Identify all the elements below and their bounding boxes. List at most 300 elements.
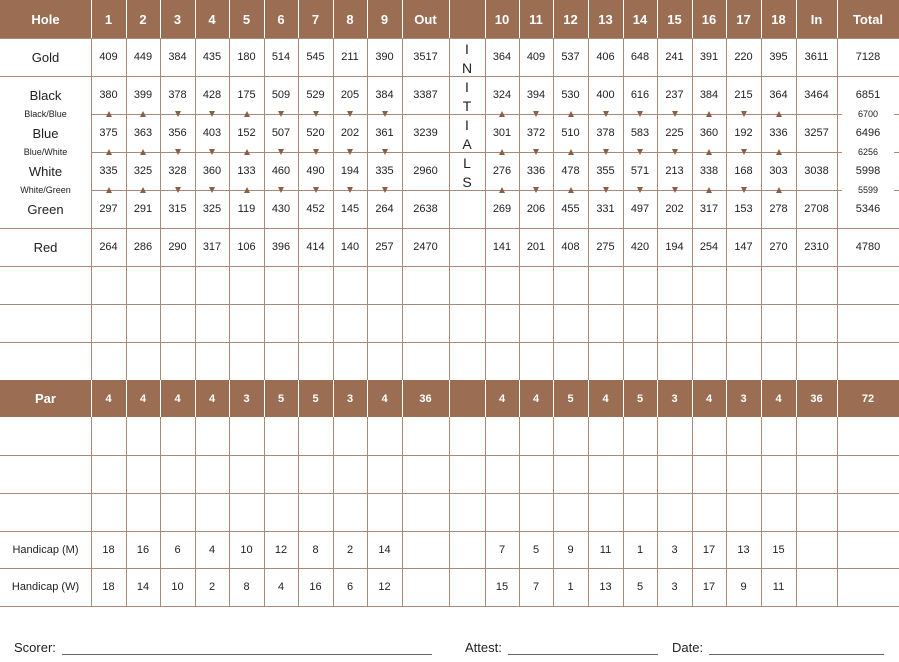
hole-number-header: 18: [771, 11, 786, 27]
triangle-up-icon: [776, 187, 782, 193]
yardage-cell: 211: [341, 51, 359, 63]
tee-name: White: [28, 163, 63, 179]
handicap-value: 11: [772, 581, 785, 593]
initials-letter: L: [463, 155, 471, 171]
in-header: In: [810, 11, 823, 27]
yardage-cell: 331: [596, 203, 615, 215]
tee-marker-down-icon: [195, 185, 229, 195]
yardage-cell: 372: [526, 127, 546, 139]
out-yardage: 3387: [413, 89, 438, 101]
yardage-cell: 364: [492, 51, 512, 63]
column-divider: [796, 417, 797, 606]
triangle-down-icon: [637, 111, 643, 117]
triangle-down-icon: [209, 111, 215, 117]
handicap-value: 4: [277, 581, 285, 593]
in-yardage: 2310: [804, 241, 829, 253]
hole-number-header: 8: [346, 11, 354, 27]
yardage-cell: 400: [596, 89, 615, 101]
tee-marker-down-icon: [298, 185, 333, 195]
hole-number-header: 11: [529, 11, 543, 27]
initials-letter: N: [461, 60, 473, 76]
yardage-cell: 452: [306, 203, 325, 215]
triangle-up-icon: [568, 187, 574, 193]
triangle-down-icon: [313, 187, 319, 193]
yardage-cell: 409: [526, 51, 546, 63]
yardage-cell: 201: [526, 241, 546, 253]
triangle-down-icon: [175, 111, 181, 117]
triangle-down-icon: [278, 187, 284, 193]
yardage-cell: 514: [271, 51, 291, 63]
tee-marker-down-icon: [298, 109, 333, 119]
tee-marker-down-icon: [657, 109, 692, 119]
yardage-cell: 324: [492, 89, 512, 101]
par-value: 5: [636, 392, 644, 405]
tee-marker-down-icon: [367, 147, 402, 157]
tee-marker-down-icon: [298, 147, 333, 157]
yardage-cell: 317: [202, 241, 222, 253]
handicap-value: 7: [498, 543, 506, 556]
handicap-value: 10: [240, 543, 253, 556]
triangle-up-icon: [140, 149, 146, 155]
triangle-down-icon: [533, 111, 539, 117]
triangle-up-icon: [568, 149, 574, 155]
yardage-cell: 325: [133, 165, 153, 177]
handicap-value: 2: [208, 581, 216, 593]
yardage-cell: 336: [526, 165, 546, 177]
yardage-cell: 583: [630, 127, 650, 139]
tee-marker-up-icon: [692, 109, 726, 119]
tee-marker-up-icon: [553, 109, 588, 119]
tee-marker-down-icon: [519, 109, 553, 119]
handicap-value: 16: [136, 543, 150, 556]
handicap-value: 3: [671, 543, 678, 556]
hole-number-header: 7: [311, 11, 320, 27]
yardage-cell: 303: [769, 165, 788, 177]
tee-marker-down-icon: [195, 109, 229, 119]
yardage-cell: 264: [99, 241, 118, 253]
yardage-cell: 355: [596, 165, 615, 177]
out-yardage: 2470: [413, 241, 438, 253]
par-out: 36: [419, 392, 432, 405]
date-entry-label: Date:: [672, 640, 704, 655]
handicap-value: 17: [702, 581, 716, 593]
initials-letter: A: [462, 136, 472, 152]
tee-marker-up-icon: [761, 147, 796, 157]
triangle-down-icon: [672, 187, 678, 193]
handicap-value: 8: [312, 543, 319, 556]
triangle-up-icon: [499, 111, 505, 117]
attest-signature-label: Attest:: [465, 640, 502, 655]
hole-header: Hole: [31, 11, 60, 27]
handicap-value: 18: [102, 543, 115, 556]
yardage-cell: 315: [168, 203, 187, 215]
out-yardage: 2960: [413, 165, 438, 177]
par-value: 4: [381, 392, 388, 405]
in-yardage: 2708: [804, 203, 829, 215]
attest-signature: [465, 640, 658, 655]
handicap-value: 5: [532, 543, 540, 556]
tee-marker-up-icon: [485, 147, 519, 157]
par-value: 3: [740, 392, 747, 405]
par-value: 4: [775, 392, 782, 405]
triangle-down-icon: [313, 111, 319, 117]
handicap-value: 8: [243, 581, 250, 593]
par-total: 72: [861, 392, 875, 405]
triangle-up-icon: [706, 149, 712, 155]
triangle-down-icon: [637, 187, 643, 193]
combo-tee-name: Blue/White: [0, 145, 91, 159]
tee-marker-down-icon: [623, 185, 657, 195]
yardage-cell: 616: [630, 89, 650, 101]
yardage-cell: 435: [202, 51, 222, 63]
tee-marker-down-icon: [588, 109, 623, 119]
triangle-down-icon: [533, 149, 539, 155]
total-yardage: 7128: [855, 51, 881, 63]
tee-marker-down-icon: [623, 147, 657, 157]
tee-name: Gold: [31, 49, 60, 65]
yardage-cell: 335: [99, 165, 118, 177]
yardage-cell: 390: [375, 51, 394, 63]
hole-number-header: 15: [667, 11, 682, 27]
tee-marker-down-icon: [264, 109, 298, 119]
triangle-down-icon: [278, 111, 284, 117]
yardage-cell: 449: [133, 51, 153, 63]
handicap-value: 10: [171, 581, 184, 593]
yardage-cell: 202: [665, 203, 684, 215]
tee-marker-down-icon: [588, 147, 623, 157]
handicap-label: Handicap (W): [11, 581, 80, 593]
triangle-down-icon: [347, 111, 353, 117]
tee-marker-down-icon: [367, 185, 402, 195]
yardage-cell: 545: [306, 51, 325, 63]
tee-marker-up-icon: [485, 109, 519, 119]
scorer-signature: [14, 640, 432, 655]
triangle-down-icon: [672, 111, 678, 117]
triangle-up-icon: [106, 149, 112, 155]
triangle-down-icon: [347, 187, 353, 193]
tee-marker-down-icon: [367, 109, 402, 119]
in-yardage: 3464: [804, 89, 829, 101]
initials-letter: T: [462, 98, 472, 114]
yardage-cell: 290: [168, 241, 187, 253]
yardage-cell: 225: [665, 127, 684, 139]
yardage-cell: 278: [769, 203, 788, 215]
par-value: 4: [532, 392, 540, 405]
handicap-label: Handicap (M): [12, 543, 79, 556]
yardage-cell: 430: [271, 203, 291, 215]
handicap-value: 5: [636, 581, 644, 593]
yardage-cell: 147: [734, 241, 753, 253]
triangle-down-icon: [603, 149, 609, 155]
par-value: 4: [174, 392, 181, 405]
handicap-value: 3: [671, 581, 678, 593]
yardage-cell: 241: [665, 51, 684, 63]
yardage-cell: 360: [202, 165, 222, 177]
par-value: 3: [243, 392, 250, 405]
triangle-up-icon: [776, 149, 782, 155]
handicap-value: 1: [567, 581, 574, 593]
yardage-cell: 140: [340, 241, 360, 253]
par-value: 4: [208, 392, 216, 405]
hole-number-header: 14: [632, 11, 648, 27]
triangle-up-icon: [499, 149, 505, 155]
hole-number-header: 16: [701, 11, 717, 27]
yardage-cell: 497: [630, 203, 650, 215]
yardage-cell: 269: [492, 203, 512, 215]
handicap-value: 15: [772, 543, 785, 556]
handicap-value: 1: [636, 543, 644, 556]
yardage-cell: 364: [769, 89, 788, 101]
triangle-down-icon: [603, 187, 609, 193]
tee-marker-up-icon: [126, 109, 160, 119]
triangle-down-icon: [278, 149, 284, 155]
yardage-cell: 530: [561, 89, 580, 101]
combo-total: 6700: [842, 107, 894, 121]
yardage-cell: 270: [769, 241, 788, 253]
handicap-value: 6: [346, 581, 354, 593]
triangle-down-icon: [175, 187, 181, 193]
hole-number-header: 4: [208, 11, 216, 27]
tee-marker-down-icon: [160, 147, 195, 157]
date-entry: [672, 640, 884, 655]
tee-marker-down-icon: [333, 109, 367, 119]
tee-marker-down-icon: [726, 185, 761, 195]
tee-marker-up-icon: [229, 109, 264, 119]
yardage-cell: 460: [271, 165, 291, 177]
yardage-cell: 317: [699, 203, 719, 215]
yardage-cell: 356: [168, 127, 187, 139]
yardage-cell: 399: [133, 89, 153, 101]
column-divider: [402, 417, 403, 606]
out-header: Out: [414, 11, 437, 27]
triangle-up-icon: [244, 111, 250, 117]
tee-marker-down-icon: [519, 147, 553, 157]
handicap-value: 11: [599, 543, 612, 556]
tee-marker-up-icon: [692, 185, 726, 195]
tee-marker-down-icon: [160, 109, 195, 119]
yardage-cell: 192: [734, 127, 753, 139]
tee-marker-up-icon: [91, 109, 126, 119]
triangle-down-icon: [382, 149, 388, 155]
triangle-down-icon: [637, 149, 643, 155]
yardage-cell: 275: [596, 241, 615, 253]
hole-number-header: 12: [563, 11, 578, 27]
band-divider: [449, 0, 450, 38]
total-header: Total: [852, 11, 884, 27]
yardage-cell: 338: [699, 165, 719, 177]
tee-marker-up-icon: [126, 185, 160, 195]
par-value: 4: [139, 392, 147, 405]
yardage-cell: 276: [492, 165, 512, 177]
yardage-cell: 409: [99, 51, 118, 63]
yardage-cell: 384: [168, 51, 187, 63]
par-value: 4: [602, 392, 609, 405]
yardage-cell: 384: [699, 89, 719, 101]
tee-marker-up-icon: [692, 147, 726, 157]
handicap-value: 13: [599, 581, 612, 593]
handicap-value: 12: [274, 543, 288, 556]
yardage-cell: 395: [769, 51, 788, 63]
par-value: 5: [312, 392, 319, 405]
tee-name: Green: [27, 201, 64, 217]
handicap-value: 12: [378, 581, 391, 593]
triangle-down-icon: [741, 111, 747, 117]
tee-marker-up-icon: [485, 185, 519, 195]
tee-marker-down-icon: [657, 185, 692, 195]
yardage-cell: 205: [340, 89, 360, 101]
yardage-cell: 396: [271, 241, 291, 253]
triangle-up-icon: [244, 149, 250, 155]
yardage-cell: 153: [734, 203, 753, 215]
triangle-down-icon: [603, 111, 609, 117]
tee-marker-down-icon: [623, 109, 657, 119]
yardage-cell: 428: [202, 89, 222, 101]
yardage-cell: 375: [99, 127, 118, 139]
scorer-signature-field[interactable]: [62, 640, 432, 655]
par-value: 4: [105, 392, 112, 405]
yardage-cell: 194: [340, 165, 360, 177]
yardage-cell: 180: [237, 51, 256, 63]
yardage-cell: 168: [734, 165, 753, 177]
triangle-up-icon: [244, 187, 250, 193]
triangle-down-icon: [209, 149, 215, 155]
column-divider: [449, 417, 450, 606]
yardage-cell: 325: [202, 203, 222, 215]
tee-marker-down-icon: [195, 147, 229, 157]
tee-marker-up-icon: [91, 147, 126, 157]
handicap-value: 9: [567, 543, 574, 556]
triangle-up-icon: [499, 187, 505, 193]
yardage-cell: 403: [202, 127, 222, 139]
yardage-cell: 490: [306, 165, 325, 177]
yardage-cell: 510: [561, 127, 580, 139]
triangle-up-icon: [106, 111, 112, 117]
handicap-value: 17: [702, 543, 716, 556]
yardage-cell: 145: [340, 203, 360, 215]
yardage-cell: 529: [306, 89, 325, 101]
triangle-down-icon: [175, 149, 181, 155]
par-label: Par: [35, 391, 56, 406]
tee-marker-up-icon: [126, 147, 160, 157]
combo-tee-name: Black/Blue: [0, 107, 91, 121]
tee-marker-down-icon: [333, 147, 367, 157]
hole-number-header: 5: [242, 11, 251, 27]
tee-marker-up-icon: [553, 147, 588, 157]
in-yardage: 3257: [804, 127, 829, 139]
column-divider: [837, 417, 838, 606]
initials-letter: I: [465, 79, 469, 95]
hole-number-header: 1: [104, 11, 113, 27]
yardage-cell: 360: [699, 127, 719, 139]
tee-marker-down-icon: [264, 147, 298, 157]
total-yardage: 6496: [855, 127, 881, 139]
yardage-cell: 328: [168, 165, 187, 177]
hole-number-header: 3: [173, 11, 182, 27]
yardage-cell: 257: [375, 241, 394, 253]
hole-number-header: 17: [736, 11, 751, 27]
par-value: 4: [705, 392, 713, 405]
yardage-cell: 478: [561, 165, 580, 177]
tee-marker-down-icon: [333, 185, 367, 195]
tee-marker-down-icon: [588, 185, 623, 195]
date-entry-field[interactable]: [709, 640, 884, 655]
hole-number-header: 9: [380, 11, 389, 27]
yardage-cell: 206: [526, 203, 546, 215]
yardage-cell: 384: [375, 89, 394, 101]
par-value: 4: [498, 392, 506, 405]
triangle-down-icon: [347, 149, 353, 155]
initials-letter: I: [465, 41, 469, 57]
handicap-value: 16: [309, 581, 322, 593]
tee-marker-up-icon: [761, 185, 796, 195]
tee-name: Black: [29, 87, 62, 103]
total-yardage: 5346: [855, 203, 881, 215]
par-in: 36: [810, 392, 823, 405]
yardage-cell: 507: [271, 127, 291, 139]
yardage-cell: 194: [665, 241, 684, 253]
initials-column: [449, 40, 485, 192]
yardage-cell: 297: [99, 203, 118, 215]
out-yardage: 2638: [413, 203, 438, 215]
triangle-down-icon: [672, 149, 678, 155]
yardage-cell: 335: [375, 165, 394, 177]
band-divider: [449, 380, 450, 417]
yardage-cell: 394: [526, 89, 546, 101]
tee-name: Red: [33, 239, 58, 255]
yardage-cell: 133: [237, 165, 256, 177]
triangle-up-icon: [568, 111, 574, 117]
yardage-cell: 301: [492, 127, 512, 139]
yardage-cell: 648: [630, 51, 650, 63]
handicap-value: 6: [174, 543, 181, 556]
combo-total: 5599: [842, 183, 894, 197]
hole-number-header: 6: [277, 11, 285, 27]
triangle-down-icon: [313, 149, 319, 155]
triangle-down-icon: [382, 187, 388, 193]
tee-marker-up-icon: [761, 109, 796, 119]
out-yardage: 3239: [413, 127, 438, 139]
par-value: 5: [567, 392, 574, 405]
yardage-cell: 237: [665, 89, 684, 101]
yardage-cell: 202: [340, 127, 360, 139]
yardage-cell: 291: [133, 203, 153, 215]
yardage-cell: 537: [561, 51, 580, 63]
total-yardage: 4780: [855, 241, 881, 253]
initials-letter: I: [465, 117, 469, 133]
yardage-cell: 363: [133, 127, 153, 139]
yardage-cell: 571: [630, 165, 650, 177]
yardage-cell: 213: [665, 165, 684, 177]
in-yardage: 3038: [804, 165, 829, 177]
triangle-down-icon: [382, 111, 388, 117]
tee-marker-down-icon: [726, 109, 761, 119]
tee-marker-down-icon: [657, 147, 692, 157]
yardage-cell: 509: [271, 89, 291, 101]
handicap-value: 2: [346, 543, 354, 556]
yardage-cell: 378: [168, 89, 187, 101]
tee-marker-down-icon: [160, 185, 195, 195]
triangle-up-icon: [776, 111, 782, 117]
hole-number-header: 10: [494, 11, 510, 27]
tee-marker-down-icon: [726, 147, 761, 157]
triangle-up-icon: [106, 187, 112, 193]
total-yardage: 6851: [855, 89, 881, 101]
yardage-cell: 175: [237, 89, 256, 101]
initials-letter: S: [462, 174, 472, 190]
handicap-value: 15: [495, 581, 509, 593]
yardage-cell: 408: [561, 241, 580, 253]
attest-signature-field[interactable]: [508, 640, 658, 655]
